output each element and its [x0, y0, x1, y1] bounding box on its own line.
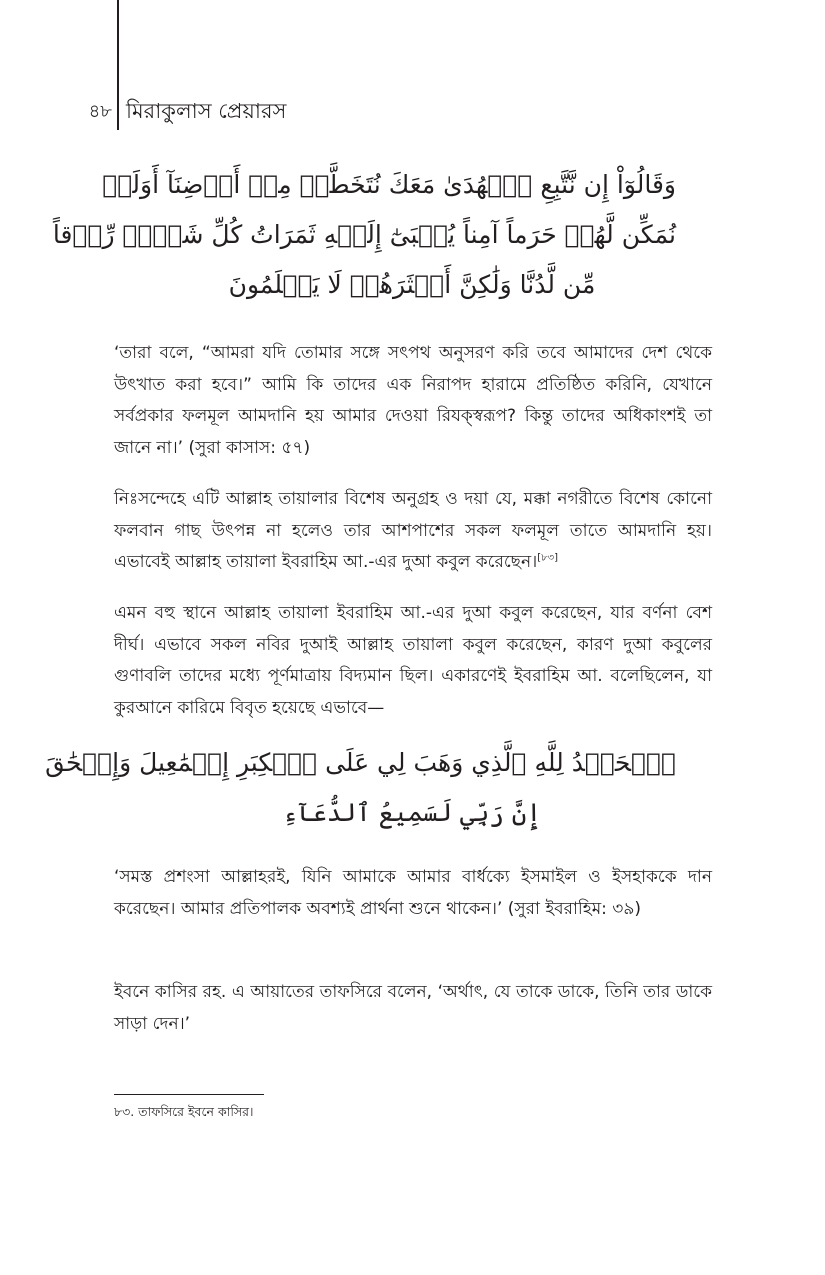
verse-line: نُمَكِّن لَّهُمۡ حَرَماً آمِناً يُجۡبَىٰٓ إِلَيۡهِ ثَمَرَاتُ كُلِّ شَيۡءٖ رِّزۡقاً — [52, 220, 676, 249]
verse-line: إِنَّ رَبِّي لَسَمِيعُ ٱلدُّعَآءِ — [282, 798, 542, 827]
footnote: ৮৩. তাফসিরে ইবনে কাসির। — [114, 1104, 254, 1119]
footnote-divider — [114, 1094, 264, 1095]
verse-line: وَقَالُوٓاْ إِن نَّتَّبِعِ ٱلۡهُدَىٰ مَعَكَ نُتَخَطَّفۡ مِنۡ أَرۡضِنَآ أَوَلَمۡ — [102, 170, 676, 199]
quran-verse-block — [52, 160, 676, 310]
page-number: ৪৮ — [88, 101, 112, 122]
body-paragraph: ইবনে কাসির রহ. এ আয়াতের তাফসিরে বলেন, ‘অর্থাৎ, যে তাকে ডাকে, তিনি তার ডাকে সাড়া দেন।’ — [114, 982, 712, 1034]
body-paragraph — [114, 484, 712, 579]
verse-line: ٱلۡحَمۡدُ لِلَّهِ ٱلَّذِي وَهَبَ لِي عَلَى ٱلۡكِبَرِ إِسۡمَٰعِيلَ وَإِسۡحَٰقَ — [45, 748, 676, 777]
verse-translation-paragraph: ‘সমস্ত প্রশংসা আল্লাহরই, যিনি আমাকে আমার বার্ধক্যে ইসমাইল ও ইসহাককে দান করেছেন। আমার প্রতিপালক অবশ্যই প্রার্থনা শুনে থাকেন।’ (সুরা ইবরাহিম: ৩৯) — [114, 867, 712, 919]
verse-line: مِّن لَّدُنَّا وَلَٰكِنَّ أَكۡثَرَهُمۡ لَا يَعۡلَمُونَ — [228, 270, 596, 299]
footnote-reference[interactable]: [৮৩] — [537, 552, 558, 564]
paragraph-text: নিঃসন্দেহে এটি আল্লাহ তায়ালার বিশেষ অনুগ্রহ ও দয়া যে, মক্কা নগরীতে বিশেষ কোনো ফলবান গাছ উৎপন্ন না হলেও তার আশপাশের সকল ফলমূল তাতে আমদানি হয়। এভাবেই আল্লাহ তায়ালা ইবরাহিম আ.-এর দুআ কবুল করেছেন। — [114, 489, 712, 572]
verse-translation-paragraph: ‘তারা বলে, “আমরা যদি তোমার সঙ্গে সৎপথ অনুসরণ করি তবে আমাদের দেশ থেকে উৎখাত করা হবে।” আমি কি তাদের এক নিরাপদ হারামে প্রতিষ্ঠিত করিনি, যেখানে সর্বপ্রকার ফলমূল আমদানি হয় আমার দেওয়া রিযক্‌স্বরূপ? কিন্তু তাদের অধিকাংশই তা জানে না।’ (সুরা কাসাস: ৫৭) — [114, 343, 712, 458]
body-paragraph: এমন বহু স্থানে আল্লাহ তায়ালা ইবরাহিম আ.-এর দুআ কবুল করেছেন, যার বর্ণনা বেশ দীর্ঘ। এভাবে সকল নবির দুআই আল্লাহ তায়ালা কবুল করেছেন, কারণ দুআ কবুলের গুণাবলি তাদের মধ্যে পূর্ণমাত্রায় বিদ্যমান ছিল। একারণেই ইবরাহিম আ. বলেছিলেন, যা কুরআনে কারিমে বিবৃত হয়েছে এভাবে— — [114, 603, 712, 718]
header-divider — [117, 0, 119, 130]
quran-verse-block — [45, 738, 676, 838]
running-title: মিরাকুলাস প্রেয়ারস — [126, 99, 287, 123]
